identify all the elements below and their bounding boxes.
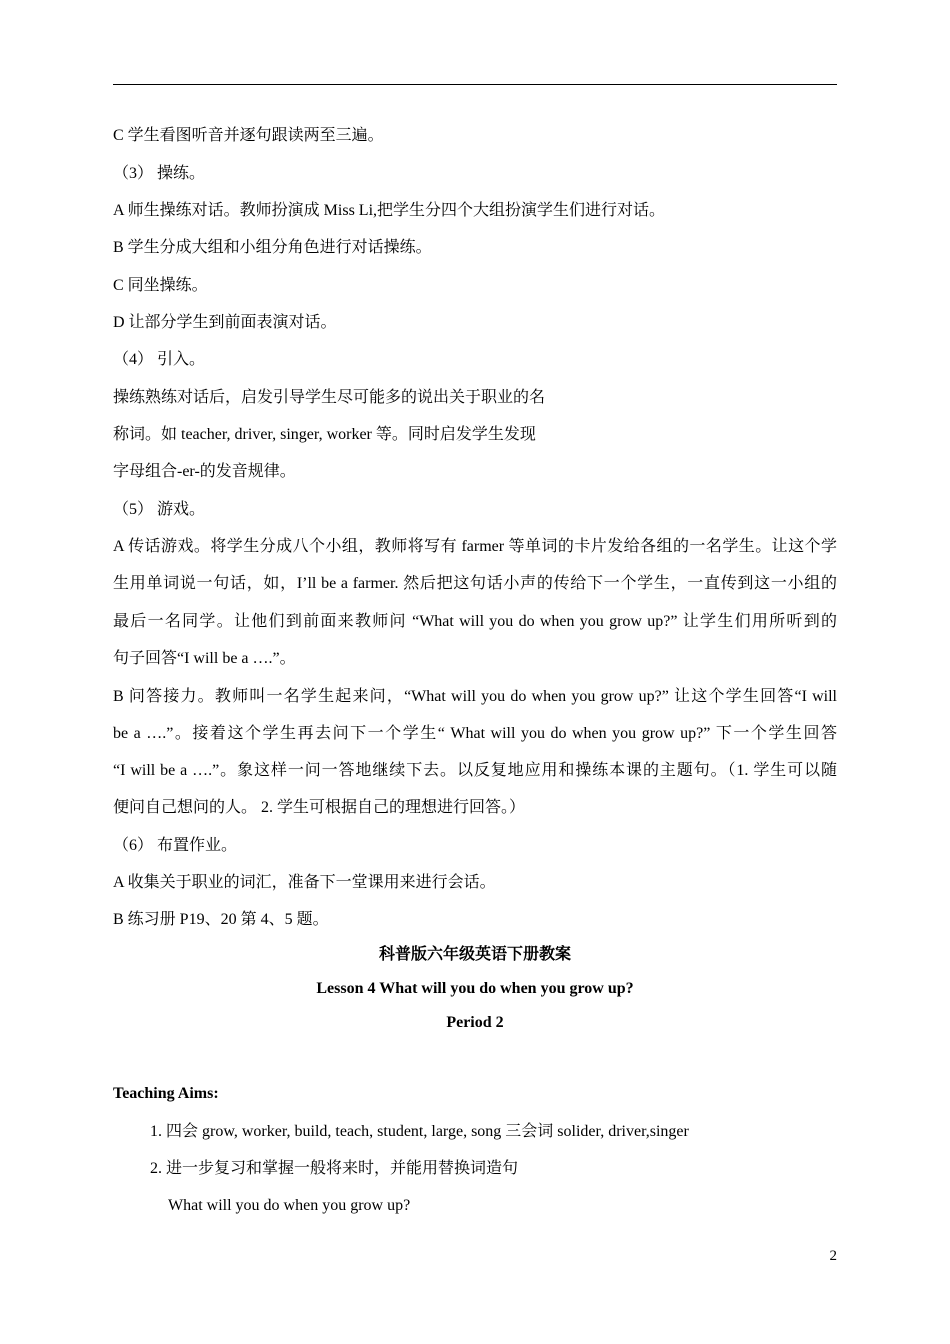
section-heading: （5） 游戏。 — [113, 501, 206, 518]
section-heading: （4） 引入。 — [113, 351, 206, 368]
paragraph-line: D 让部分学生到前面表演对话。 — [113, 314, 337, 331]
paragraph-line: 最后一名同学。让他们到前面来教师问 “What will you do when you grow up?” 让学生们用所听到的 — [113, 613, 837, 630]
paragraph-line: C 同坐操练。 — [113, 277, 208, 294]
paragraph-line: 便问自己想问的人。 2. 学生可根据自己的理想进行回答。） — [113, 799, 526, 816]
paragraph-line: 句子回答“I will be a ….”。 — [113, 650, 296, 667]
paragraph-line: 称词。如 teacher, driver, singer, worker 等。同时启发学生发现 — [113, 426, 536, 443]
paragraph-line: be a ….”。接着这个学生再去问下一个学生“ What will you do when you grow up?” 下一个学生回答 — [113, 725, 837, 742]
paragraph-line: A 收集关于职业的词汇，准备下一堂课用来进行会话。 — [113, 874, 496, 891]
paragraph-line: 字母组合-er-的发音规律。 — [113, 463, 296, 480]
page-number: 2 — [829, 1248, 837, 1264]
paragraph-line: B 问答接力。教师叫一名学生起来问，“What will you do when you grow up?” 让这个学生回答“I will — [113, 688, 837, 705]
example-sentence: What will you do when you grow up? — [168, 1197, 411, 1214]
paragraph-line: “I will be a ….”。象这样一问一答地继续下去。以反复地应用和操练本课的主题句。（1. 学生可以随 — [113, 762, 837, 779]
paragraph-line: 操练熟练对话后，启发引导学生尽可能多的说出关于职业的名 — [113, 389, 546, 406]
paragraph-line: C 学生看图听音并逐句跟读两至三遍。 — [113, 127, 384, 144]
period-title: Period 2 — [446, 1014, 504, 1031]
aim-item: 2. 进一步复习和掌握一般将来时，并能用替换词造句 — [150, 1160, 519, 1177]
paragraph-line: B 练习册 P19、20 第 4、5 题。 — [113, 911, 329, 928]
document-title: 科普版六年级英语下册教案 — [378, 946, 571, 963]
lesson-title: Lesson 4 What will you do when you grow up? — [316, 980, 634, 997]
aim-item: 1. 四会 grow, worker, build, teach, student, large, song 三会词 solider, driver,singer — [150, 1123, 689, 1140]
paragraph-line: B 学生分成大组和小组分角色进行对话操练。 — [113, 239, 432, 256]
paragraph-line: A 传话游戏。将学生分成八个小组，教师将写有 farmer 等单词的卡片发给各组的一名学生。让这个学 — [113, 538, 837, 555]
paragraph-line: 生用单词说一句话，如，I’ll be a farmer. 然后把这句话小声的传给下一个学生，一直传到这一小组的 — [113, 575, 837, 592]
header-rule — [113, 84, 837, 85]
section-heading: （3） 操练。 — [113, 165, 206, 182]
paragraph-line: A 师生操练对话。教师扮演成 Miss Li,把学生分四个大组扮演学生们进行对话。 — [113, 202, 666, 219]
section-heading: （6） 布置作业。 — [113, 837, 238, 854]
teaching-aims-heading: Teaching Aims: — [113, 1085, 219, 1102]
